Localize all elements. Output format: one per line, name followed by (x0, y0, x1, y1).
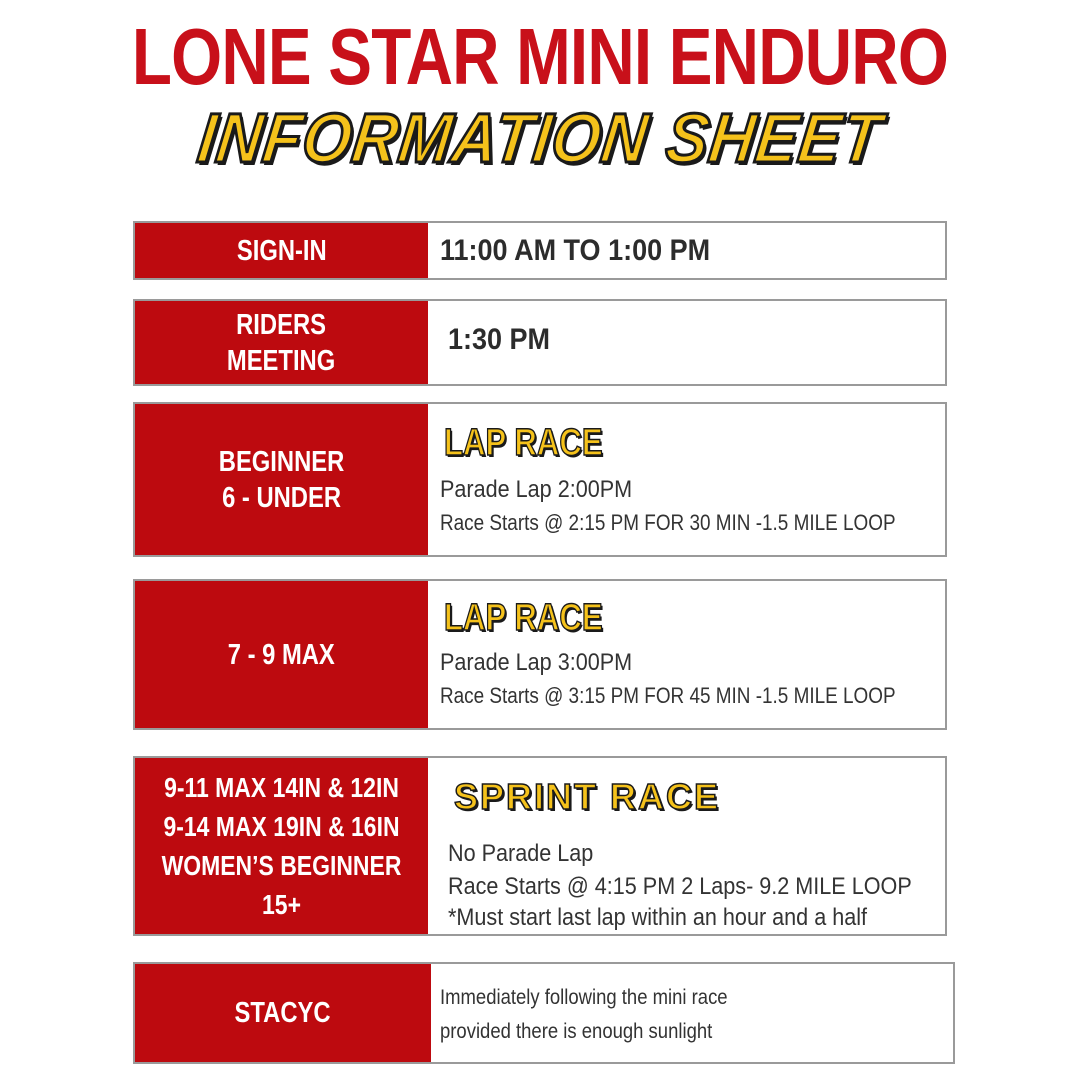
last-lap-note: *Must start last lap within an hour and a half (448, 904, 868, 931)
schedule-row-sign-in (133, 221, 947, 280)
row-label: STACYC (234, 997, 331, 1029)
race-type-heading: LAP RACE (444, 597, 603, 639)
row-label: 9-11 MAX 14IN & 12IN 9-14 MAX 19IN & 16IN WOMEN’S BEGINNER 15+ (161, 772, 402, 920)
race-type-heading: SPRINT RACE (454, 776, 721, 817)
row-content-cell (440, 758, 935, 934)
schedule-row-stacyc (133, 962, 955, 1064)
row-label-cell (135, 404, 428, 555)
row-content-cell (440, 223, 935, 278)
stacyc-condition: provided there is enough sunlight (440, 1020, 713, 1043)
row-label: RIDERS MEETING (227, 308, 336, 377)
schedule-row-riders-meeting (133, 299, 947, 386)
race-start-info: Race Starts @ 4:15 PM 2 Laps- 9.2 MILE LOOP (448, 873, 912, 900)
race-type-heading: LAP RACE (444, 422, 603, 464)
row-label: 7 - 9 MAX (227, 638, 336, 671)
page-title: LONE STAR MINI ENDURO (131, 12, 949, 101)
row-content-cell (440, 964, 943, 1062)
parade-lap-info: No Parade Lap (448, 840, 594, 867)
parade-lap-time: Parade Lap 2:00PM (440, 476, 633, 503)
row-content-cell (440, 404, 935, 555)
row-label: BEGINNER 6 - UNDER (218, 445, 345, 514)
schedule-row-7-9-max (133, 579, 947, 730)
race-start-info: Race Starts @ 2:15 PM FOR 30 MIN -1.5 MILE LOOP (440, 510, 896, 535)
page-subtitle: INFORMATION SHEET (193, 99, 887, 177)
row-content-cell (440, 301, 935, 384)
parade-lap-time: Parade Lap 3:00PM (440, 649, 633, 676)
row-label-cell (135, 964, 431, 1062)
row-label-cell (135, 581, 428, 728)
riders-meeting-time: 1:30 PM (448, 323, 551, 356)
row-label: SIGN-IN (236, 234, 327, 267)
race-start-info: Race Starts @ 3:15 PM FOR 45 MIN -1.5 MILE LOOP (440, 683, 896, 708)
row-label-cell (135, 758, 428, 934)
row-label-cell (135, 223, 428, 278)
stacyc-timing: Immediately following the mini race (440, 986, 728, 1009)
schedule-row-beginner (133, 402, 947, 557)
sign-in-time: 11:00 AM TO 1:00 PM (440, 234, 711, 267)
row-content-cell (440, 581, 935, 728)
schedule-row-sprint (133, 756, 947, 936)
row-label-cell (135, 301, 428, 384)
